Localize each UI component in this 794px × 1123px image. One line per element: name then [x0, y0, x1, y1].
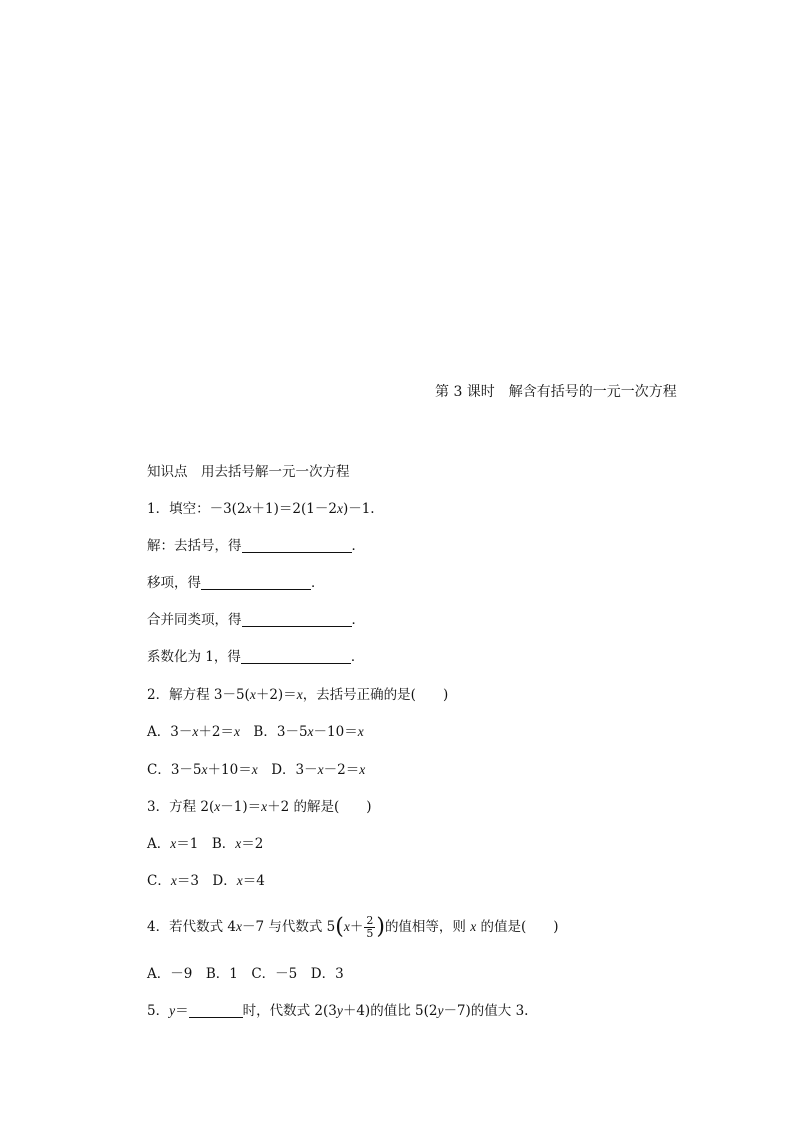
page-title: 第 3 课时 解含有括号的一元一次方程	[435, 384, 677, 400]
question-3-stem: 3．方程 2(x－1)＝x＋2 的解是( )	[147, 799, 372, 815]
answer-blank[interactable]	[242, 612, 352, 627]
question-4-stem: 4．若代数式 4x－7 与代数式 5(x＋ $\frac{2}{5}$ )的值相等，则 x 的值是( )	[147, 914, 559, 940]
question-2-stem: 2．解方程 3－5(x＋2)＝x，去括号正确的是( )	[147, 687, 449, 703]
right-paren: )	[376, 914, 385, 940]
question-1-step-3: 合并同类项，得 ．	[147, 612, 365, 628]
question-2-options-ab: A．3－x＋2＝x B．3－5x－10＝x	[147, 724, 364, 740]
section-heading: 知识点 用去括号解一元一次方程	[147, 464, 350, 480]
question-1-stem: 1．填空：－3(2x＋1)＝2(1－2x)－1.	[147, 501, 375, 517]
fraction: $\frac{2}{5}$	[366, 914, 374, 940]
question-2-options-cd: C．3－5x＋10＝x D．3－x－2＝x	[147, 762, 366, 778]
question-1-step-1: 解：去括号，得 ．	[147, 538, 365, 554]
left-paren: (	[335, 914, 344, 940]
question-1-step-2: 移项，得 ．	[147, 575, 325, 591]
question-3-options-ab: A．x＝1 B．x＝2	[147, 836, 264, 852]
answer-blank[interactable]	[242, 538, 352, 553]
question-3-options-cd: C．x＝3 D．x＝4	[147, 873, 265, 889]
question-5-stem: 5．y＝ 时，代数式 2(3y＋4)的值比 5(2y－7)的值大 3.	[147, 1003, 529, 1019]
question-1-step-4: 系数化为 1，得 ．	[147, 649, 365, 665]
question-4-options: A．－9 B．1 C．－5 D．3	[147, 966, 344, 982]
answer-blank[interactable]	[201, 575, 311, 590]
answer-blank[interactable]	[189, 1003, 243, 1018]
answer-blank[interactable]	[241, 649, 351, 664]
